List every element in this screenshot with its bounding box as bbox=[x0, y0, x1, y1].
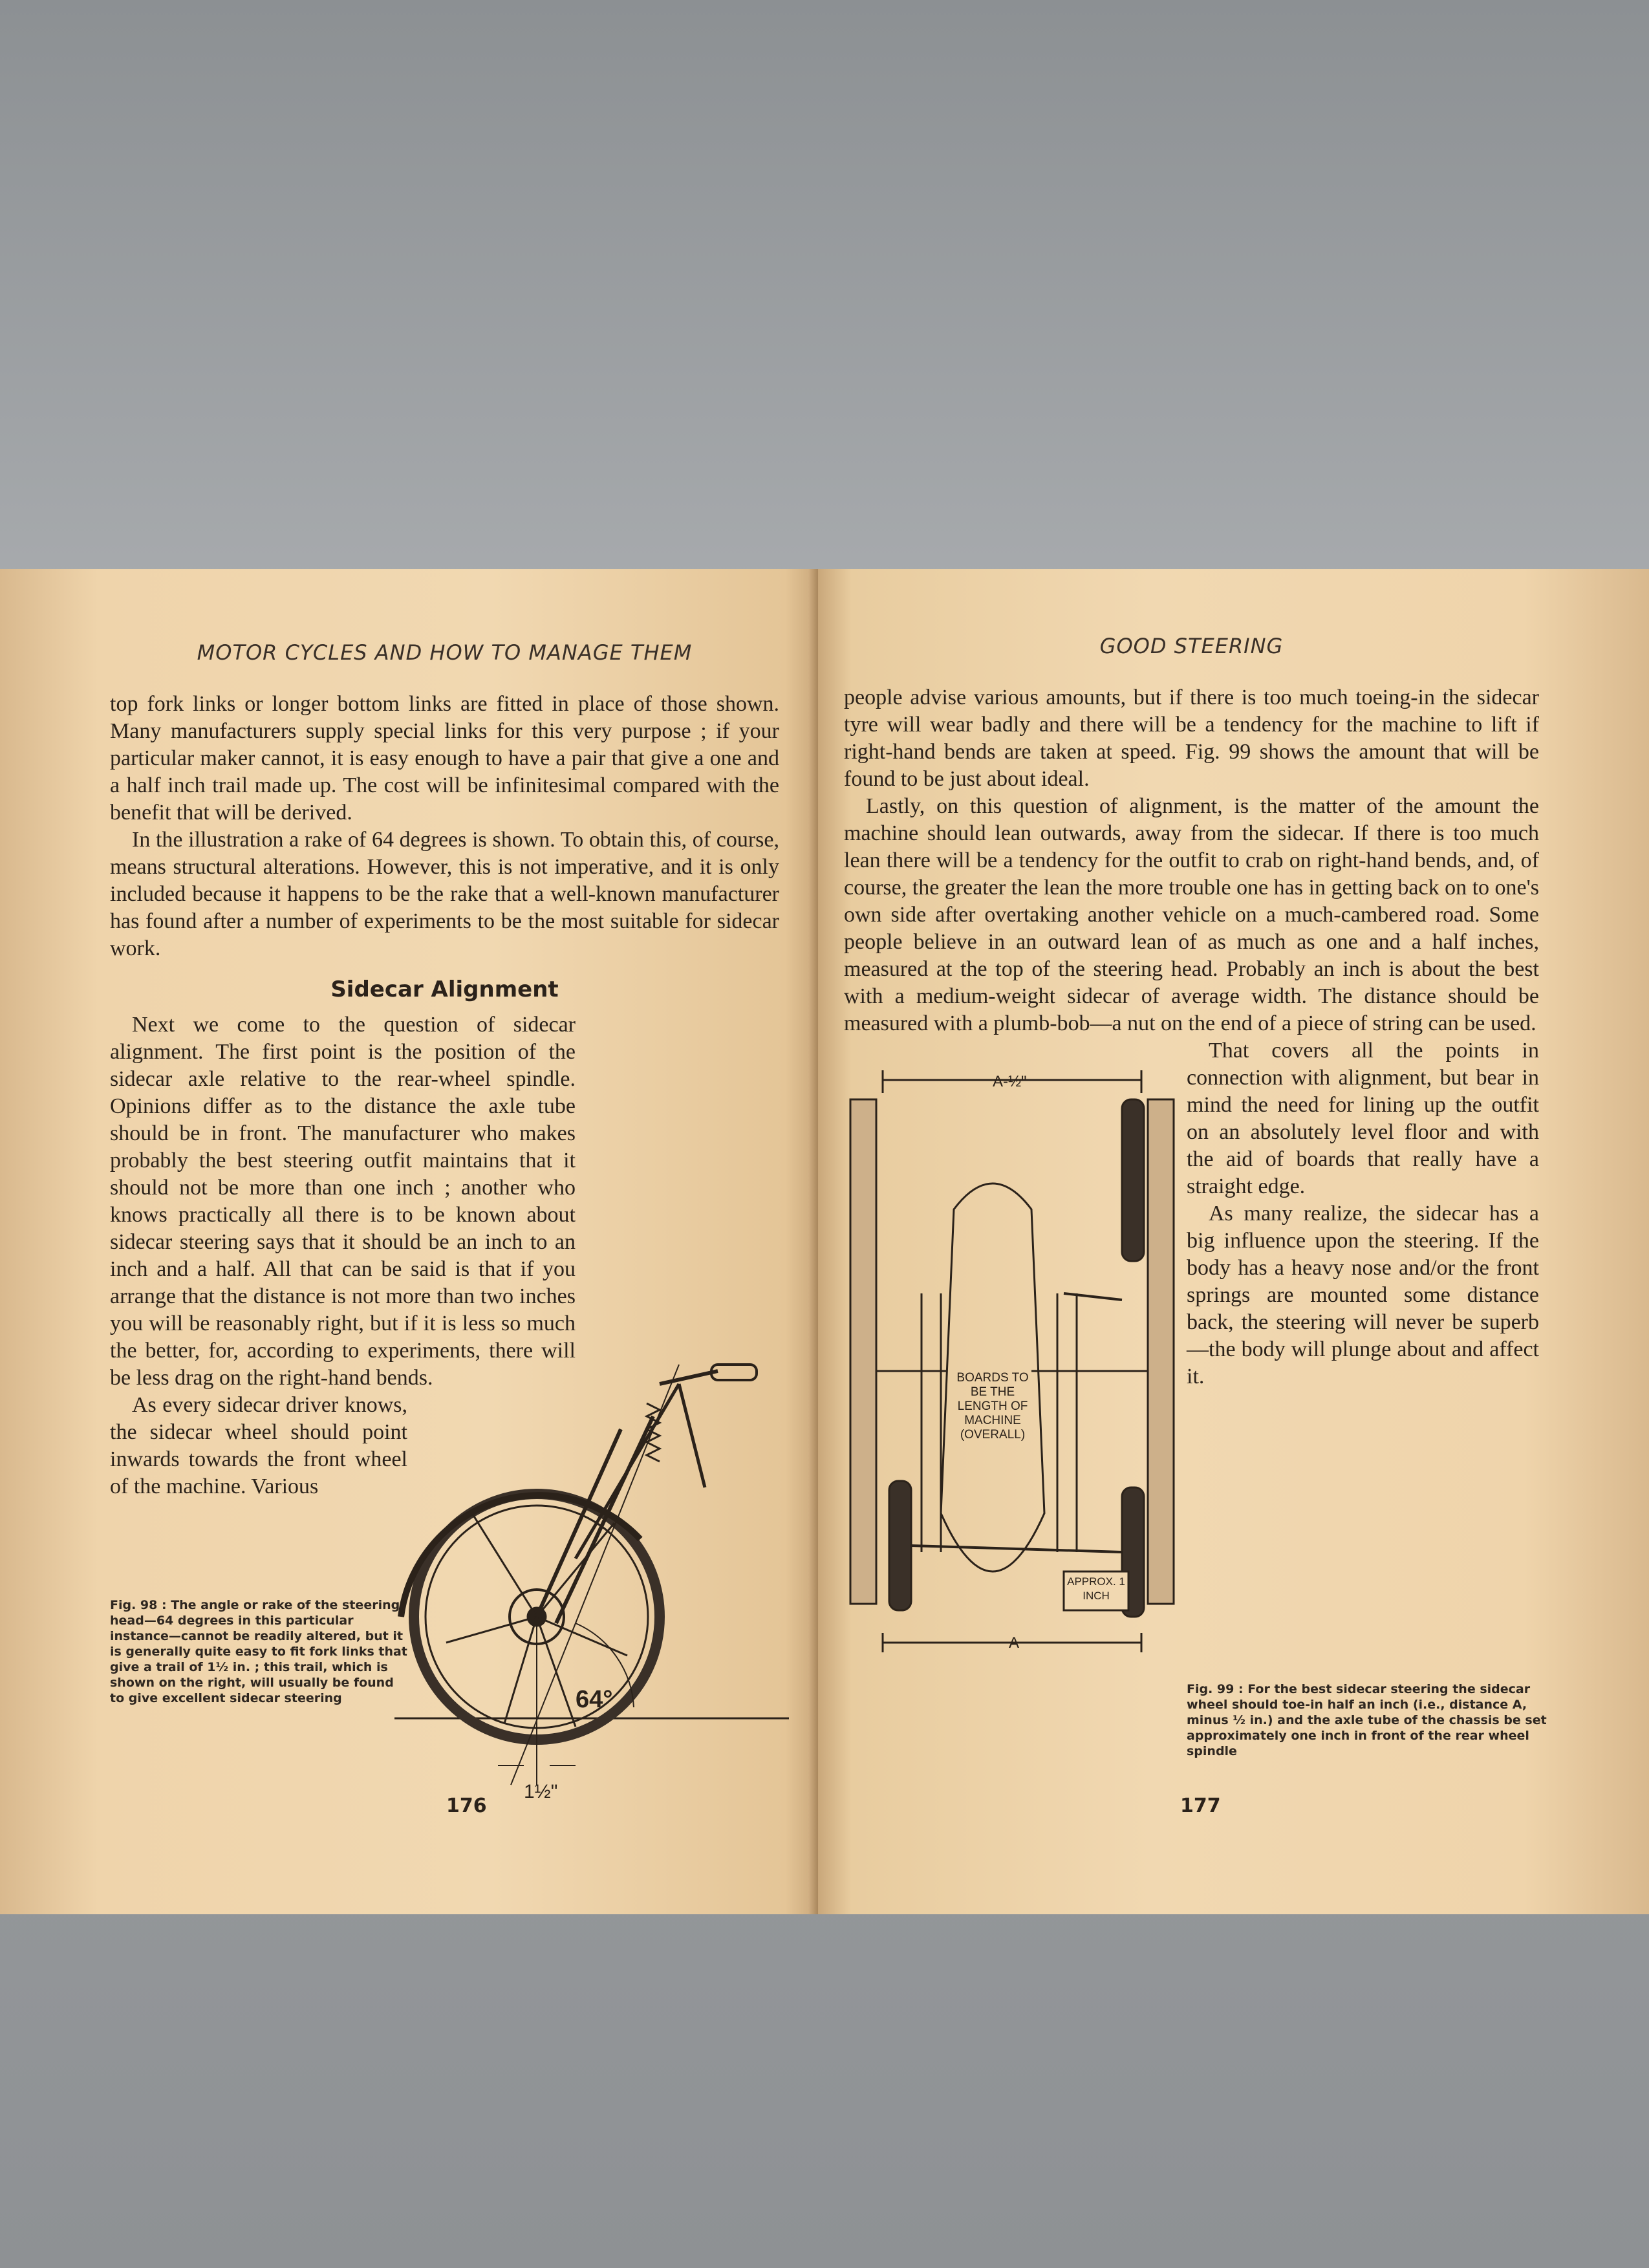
scanner-background bbox=[0, 0, 1649, 582]
figure-99 bbox=[844, 1061, 1180, 1733]
fig99-top-label: A-½" bbox=[993, 1073, 1027, 1090]
fig99-bottom-label: A bbox=[1009, 1634, 1020, 1652]
right-paragraph-1: people advise various amounts, but if there is too much toeing-in the sidecar tyre will wear badly and there will be a tendency for the machine to lift if right-hand bends are taken at speed. Fig. 99 shows the amount that will be found to be just about ideal. bbox=[844, 686, 1539, 791]
fig99-boards-label: BOARDS TO BE THE LENGTH OF MACHINE (OVERALL) bbox=[956, 1371, 1029, 1442]
right-paragraph-2: Lastly, on this question of alignment, is the matter of the amount the machine should lean outwards, away from the sidecar. If there is too much lean there will be a tendency for the outfit to crab on right-hand bends, and, of course, the greater the lean the more trouble one has in getting back on to one's own side after overtaking another vehicle on a much-cambered road. Some people believe in an outward lean of as much as one and a half inches, measured at the top of the steering head. Probably an inch is about the best with a medium-weight sidecar of average width. The distance should be measured with a plumb-bob—a nut on the end of a piece of string can be used. bbox=[844, 794, 1539, 1035]
left-paragraph-4: As every sidecar driver knows, the sidecar wheel should point inwards towards the front wheel of the machine. Various bbox=[110, 1393, 407, 1498]
running-head-right: GOOD STEERING bbox=[1099, 634, 1284, 658]
fig99-caption: Fig. 99 : For the best sidecar steering the sidecar wheel should toe-in half an inch (i.e., distance A, minus ½ in.) and the axle tube of the chassis be set approximately one inch in front of the rear wheel spindle bbox=[1187, 1682, 1547, 1758]
page-number-right: 177 bbox=[1180, 1795, 1221, 1817]
right-paragraph-4: As many realize, the sidecar has a big influence upon the steering. If the body has a heavy nose and/or the front springs are mounted some distance back, the steering will never be superb—the body will plunge about and affect it. bbox=[1187, 1202, 1539, 1388]
left-paragraph-1: top fork links or longer bottom links are fitted in place of those shown. Many manufacturers supply special links for this very purpose ; if your particular maker cannot, it is easy enough to have a pair that give a one and a half inch trail made up. The cost will be infinitesimal compared with the benefit that will be derived. bbox=[110, 692, 779, 825]
fig99-sidecar-alignment-diagram bbox=[844, 1061, 1180, 1669]
page-number-left: 176 bbox=[446, 1795, 487, 1817]
running-head-left: MOTOR CYCLES AND HOW TO MANAGE THEM bbox=[197, 640, 693, 665]
left-paragraph-3: Next we come to the question of sidecar alignment. The first point is the position of the sidecar axle relative to the rear-wheel spindle. Opinions differ as to the distance the axle tube should be in front. The manufacturer who makes probably the best steering outfit maintains that it should not be more than one inch ; another who knows practically all there is to be known about sidecar steering says that it should be an inch to an inch and a half. All that can be said is that if you arrange that the distance is not more than two inches you will be reasonably right, but if it is less so much the better, for, according to experiments, there will be less drag on the right-hand bends. bbox=[110, 1013, 576, 1390]
right-paragraph-3: That covers all the points in connection with alignment, but bear in mind the need for lining up the outfit on an absolutely level floor and with the aid of boards that really have a straight edge. bbox=[1187, 1039, 1539, 1198]
fig98-motorcycle-front-illustration bbox=[110, 1345, 795, 1811]
fig98-angle-label: 64° bbox=[576, 1686, 613, 1713]
fig99-approx-label: APPROX. 1 INCH bbox=[1067, 1575, 1125, 1602]
right-page bbox=[818, 569, 1649, 1914]
left-paragraph-2: In the illustration a rake of 64 degrees is shown. To obtain this, of course, means structural alterations. However, this is not imperative, and it is only included because it happens to be the rake that a well-known manufacturer has found after a number of experiments to be the most suitable for sidecar work. bbox=[110, 828, 779, 960]
fig98-caption: Fig. 98 : The angle or rake of the steering head—64 degrees in this particular instance—cannot be readily altered, but it is generally quite easy to fit fork links that give a trail of 1½ in. ; this trail, which is shown on the right, will usually be found to give excellent sidecar steering bbox=[110, 1598, 407, 1705]
fig98-trail-label: 1½" bbox=[524, 1781, 558, 1802]
figure-98 bbox=[110, 1345, 795, 1811]
section-heading: Sidecar Alignment bbox=[330, 977, 559, 1002]
open-book bbox=[0, 569, 1649, 1914]
